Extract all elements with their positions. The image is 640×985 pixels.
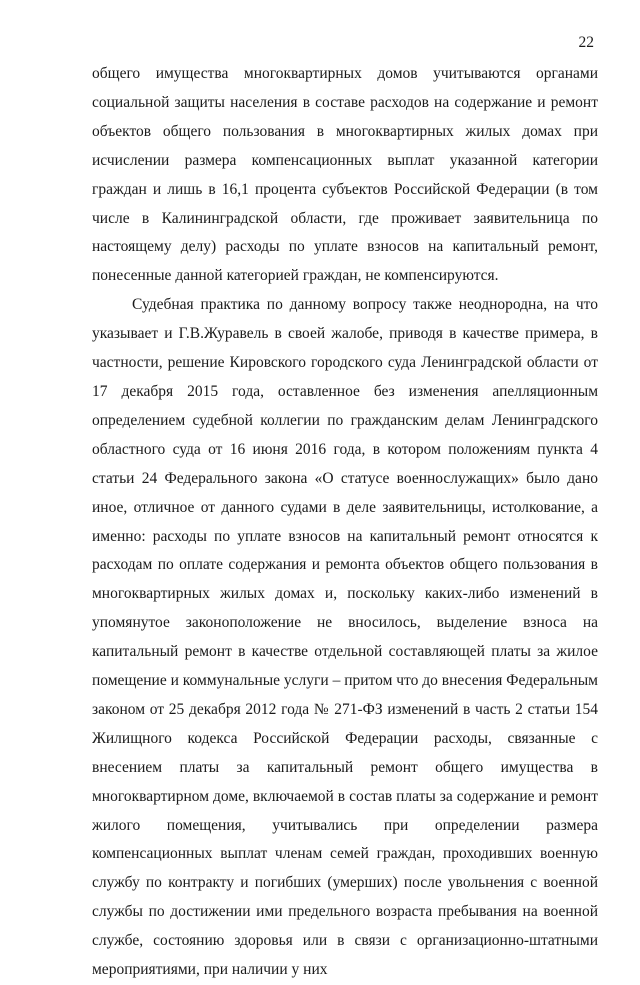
document-body bbox=[92, 60, 598, 985]
page-number: 22 bbox=[578, 34, 594, 51]
paragraph-judicial-practice: Судебная практика по данному вопросу также неоднородна, на что указывает и Г.В.Журавель в своей жалобе, приводя в качестве примера, в частности, решение Кировского городского суда Ленинградской области от 17 декабря 2015 года, оставленное без изменения апелляционным определением судебной коллегии по гражданским делам Ленинградского областного суда от 16 июня 2016 года, в котором положениям пункта 4 статьи 24 Федерального закона «О статусе военнослужащих» было дано иное, отличное от данного судами в деле заявительницы, истолкование, а именно: расходы по уплате взносов на капитальный ремонт относятся к расходам по оплате содержания и ремонта объектов общего пользования в многоквартирных жилых домах и, поскольку каких-либо изменений в упомянутое законоположение не вносилось, выделение взноса на капитальный ремонт в качестве отдельной составляющей платы за жилое помещение и коммунальные услуги – притом что до внесения Федеральным законом от 25 декабря 2012 года № 271-ФЗ изменений в часть 2 статьи 154 Жилищного кодекса Российской Федерации расходы, связанные с внесением платы за капитальный ремонт общего имущества в многоквартирном доме, включаемой в состав платы за содержание и ремонт жилого помещения, учитывались при определении размера компенсационных выплат членам семей граждан, проходивших военную службу по контракту и погибших (умерших) после увольнения с военной службы по достижении ими предельного возраста пребывания на военной службе, состоянию здоровья или в связи с организационно-штатными мероприятиями, при наличии у них bbox=[92, 296, 598, 979]
paragraph-continuation: общего имущества многоквартирных домов учитываются органами социальной защиты населения в составе расходов на содержание и ремонт объектов общего пользования в многоквартирных жилых домах при исчислении размера компенсационных выплат указанной категории граждан и лишь в 16,1 процента субъектов Российской Федерации (в том числе в Калининградской области, где проживает заявительница по настоящему делу) расходы по уплате взносов на капитальный ремонт, понесенные данной категорией граждан, не компенсируются. bbox=[92, 65, 598, 285]
